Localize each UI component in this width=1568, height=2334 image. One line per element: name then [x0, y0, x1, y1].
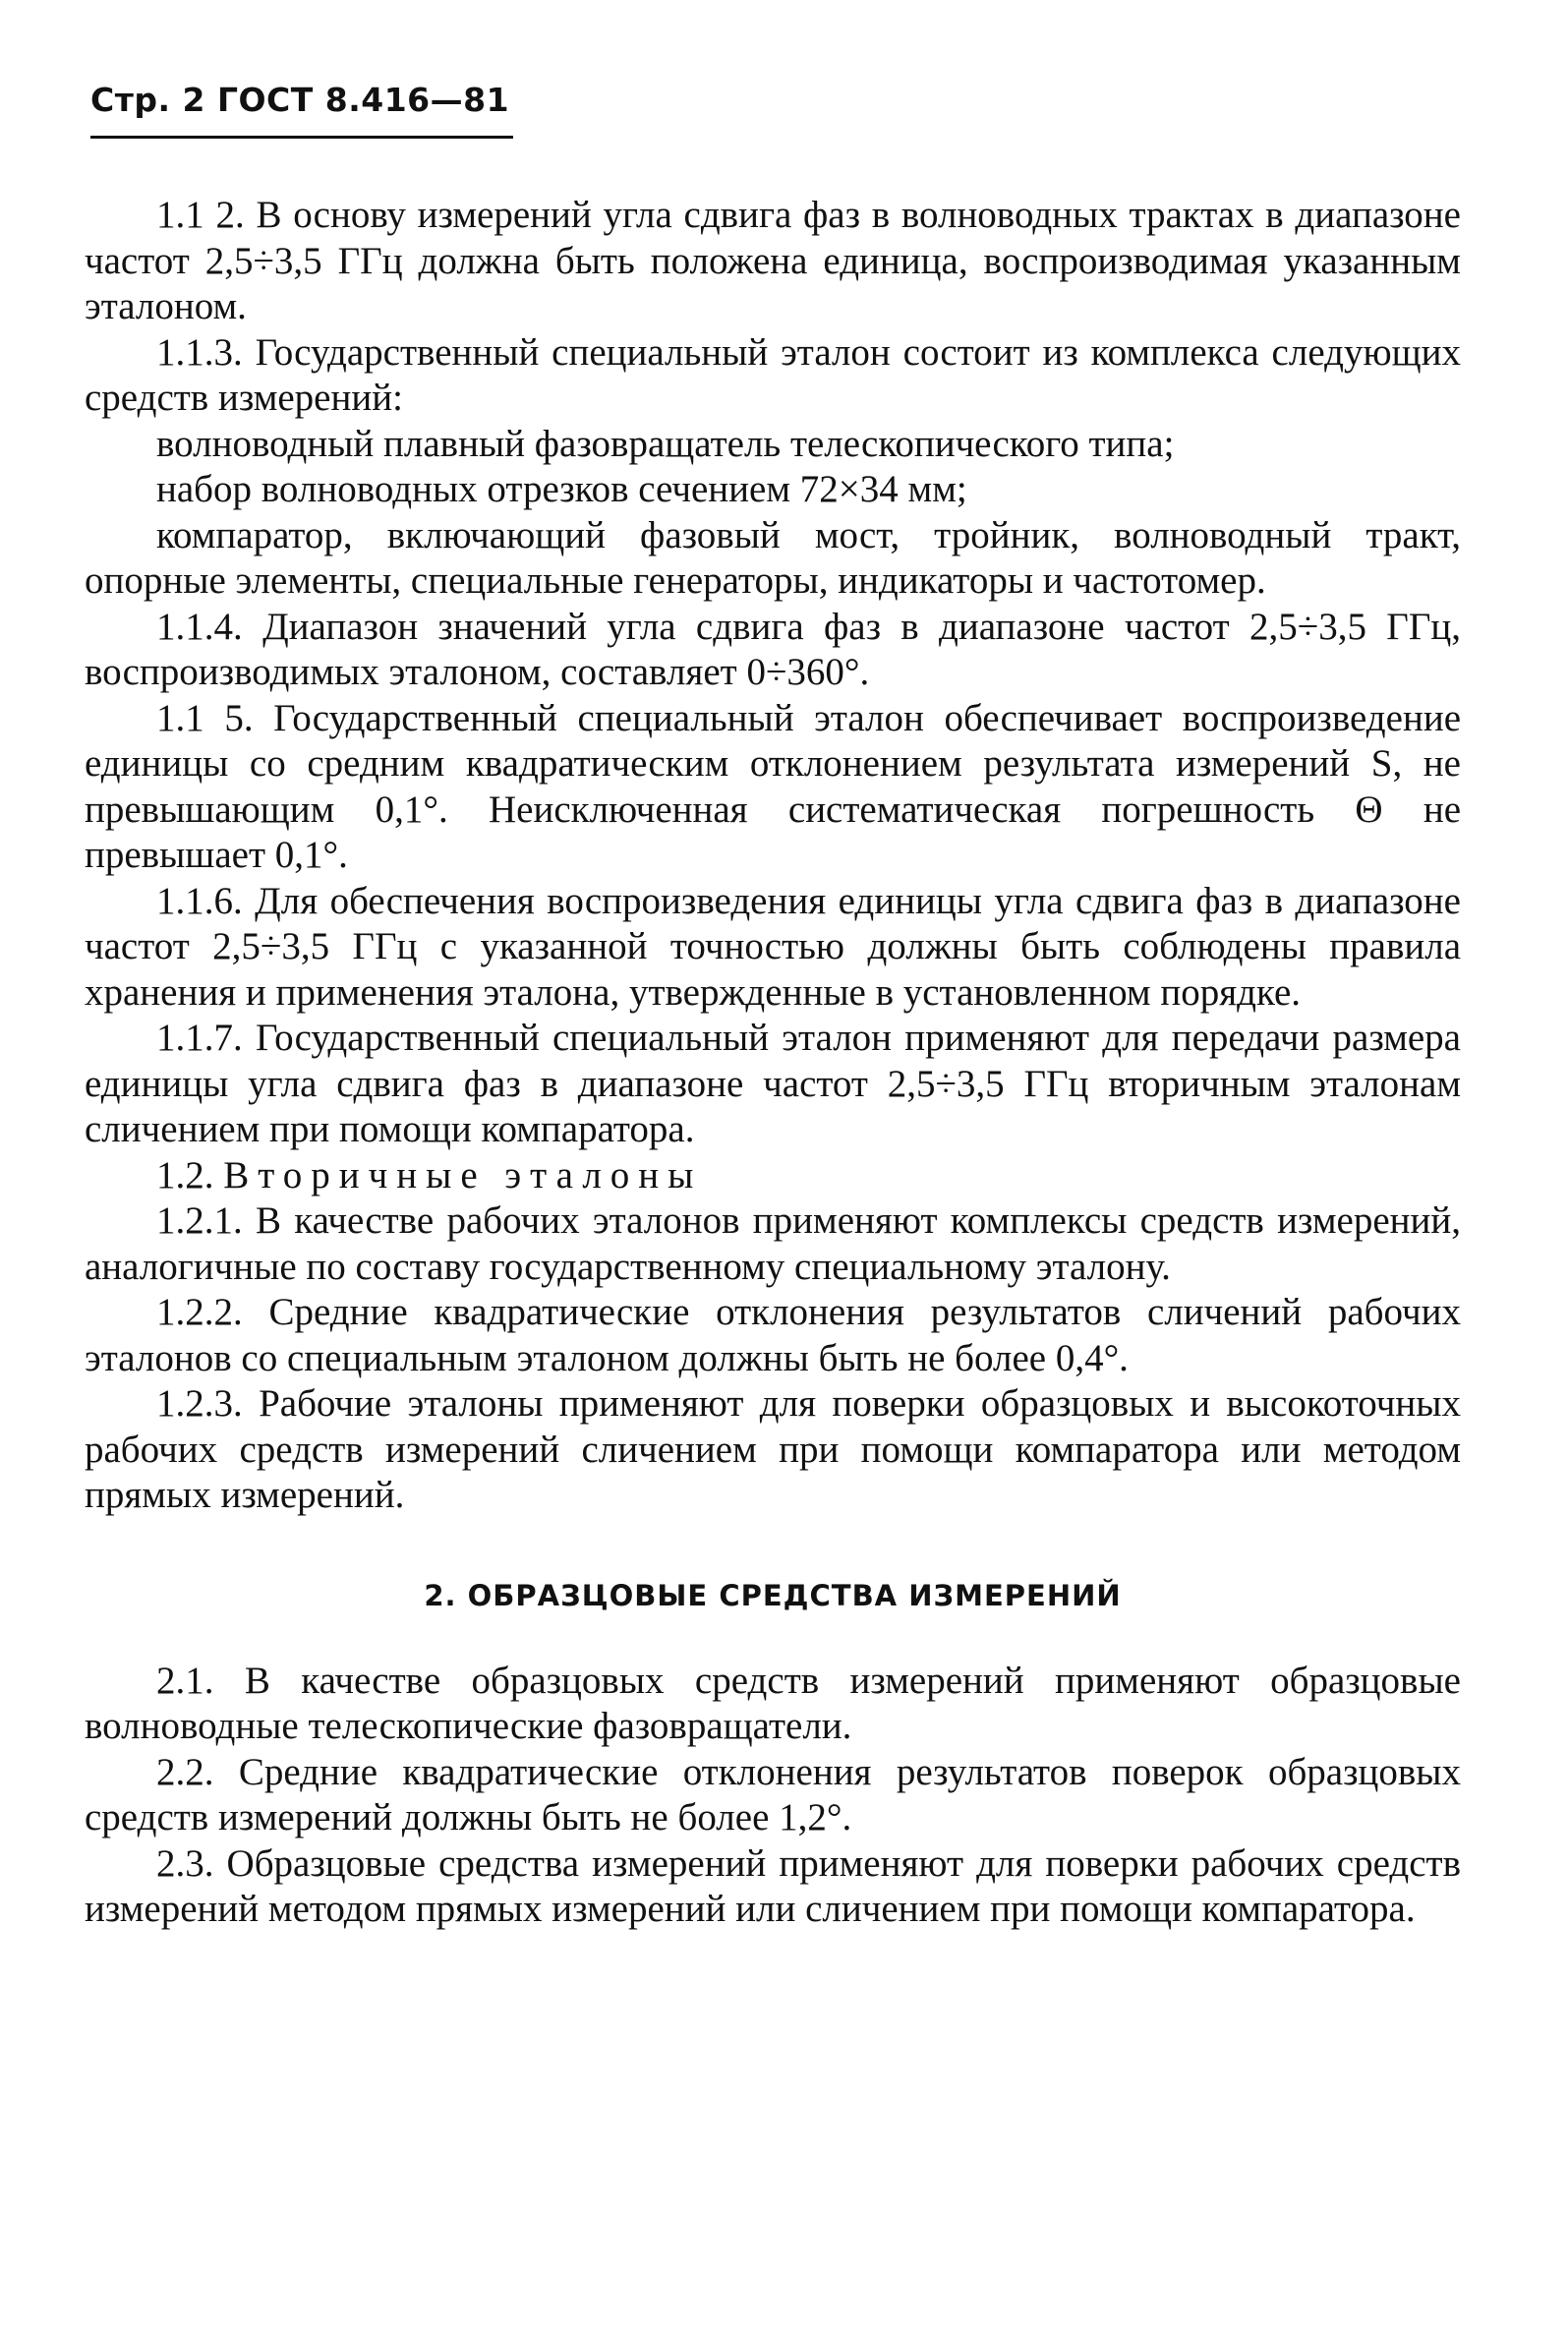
- paragraph-1-1-4: 1.1.4. Диапазон значений угла сдвига фаз в диапазоне частот 2,5÷3,5 ГГц, воспроизводимых эталоном, составляет 0÷360°.: [85, 605, 1461, 693]
- paragraph-2-3: 2.3. Образцовые средства измерений применяют для поверки рабочих средств измерений методом прямых измерений или сличением при помощи компаратора.: [85, 1841, 1461, 1930]
- section-2-title: 2. ОБРАЗЦОВЫЕ СРЕДСТВА ИЗМЕРЕНИЙ: [424, 1578, 1122, 1612]
- paragraph-1-2-2: 1.2.2. Средние квадратические отклонения результатов сличений рабочих эталонов со специальным эталоном должны быть не более 0,4°.: [85, 1291, 1461, 1379]
- list-item-comparator: компаратор, включающий фазовый мост, тройник, волноводный тракт, опорные элементы, специальные генераторы, индикаторы и частотомер.: [85, 513, 1461, 602]
- paragraph-1-1-6: 1.1.6. Для обеспечения воспроизведения единицы угла сдвига фаз в диапазоне частот 2,5÷3,5 ГГц с указанной точностью должны быть соблюдены правила хранения и применения эталона, утвержденные в установленном порядке.: [85, 879, 1461, 1014]
- paragraph-1-1-5: 1.1 5. Государственный специальный эталон обеспечивает воспроизведение единицы со средним квадратическим отклонением результата измерений S, не превышающим 0,1°. Неисключенная систематическая погрешность Θ не превышает 0,1°.: [85, 696, 1461, 876]
- paragraph-1-2-3: 1.2.3. Рабочие эталоны применяют для поверки образцовых и высокоточных рабочих средств измерений сличением при помощи компаратора или методом прямых измерений.: [85, 1382, 1461, 1516]
- paragraph-1-1-2: 1.1 2. В основу измерений угла сдвига фаз в волноводных трактах в диапазоне частот 2,5÷3,5 ГГц должна быть положена единица, воспроизводимая указанным эталоном.: [85, 194, 1461, 327]
- paragraph-1-1-7: 1.1.7. Государственный специальный эталон применяют для передачи размера единицы угла сдвига фаз в диапазоне частот 2,5÷3,5 ГГц вторичным эталонам сличением при помощи компаратора.: [85, 1017, 1461, 1150]
- paragraph-2-2: 2.2. Средние квадратические отклонения результатов поверок образцовых средств измерений должны быть не более 1,2°.: [85, 1750, 1461, 1838]
- list-item-waveguide-set: набор волноводных отрезков сечением 72×34 мм;: [156, 468, 967, 510]
- paragraph-2-1: 2.1. В качестве образцовых средств измерений применяют образцовые волноводные телескопические фазовращатели.: [85, 1659, 1461, 1747]
- paragraph-1-2-1: 1.2.1. В качестве рабочих эталонов применяют комплексы средств измерений, аналогичные по составу государственному специальному эталону.: [85, 1199, 1461, 1288]
- subsection-title: Вторичные эталоны: [223, 1153, 703, 1196]
- list-item-phase-shifter: волноводный плавный фазовращатель телескопического типа;: [156, 422, 1175, 465]
- body-text: [85, 193, 1461, 1933]
- paragraph-1-1-3: 1.1.3. Государственный специальный эталон состоит из комплекса следующих средств измерений:: [85, 330, 1461, 419]
- header-rule: [90, 136, 513, 139]
- subsection-number: 1.2.: [156, 1153, 214, 1196]
- subsection-heading: [85, 1153, 1461, 1199]
- running-head: Стр. 2 ГОСТ 8.416—81: [90, 81, 510, 119]
